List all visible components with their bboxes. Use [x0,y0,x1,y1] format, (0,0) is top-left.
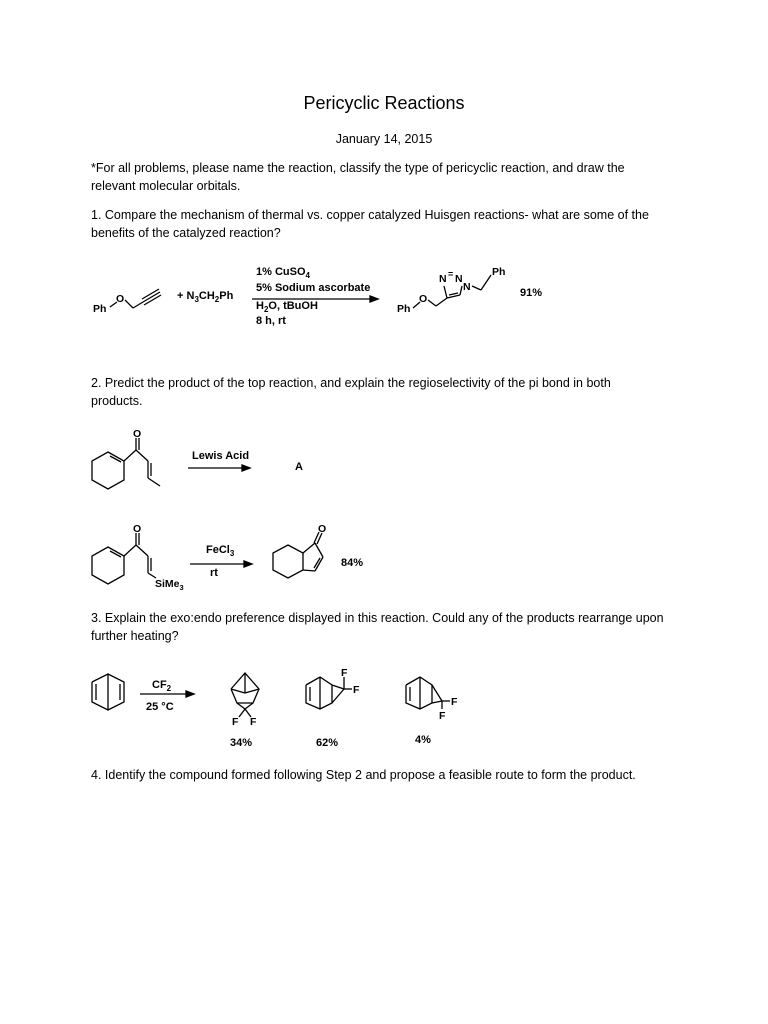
cyclopropane-bond [332,685,344,689]
cyclohexene-ring [92,452,124,489]
oxygen-label: O [116,293,125,305]
bond [245,703,253,709]
yield-q1: 91% [520,287,543,299]
subscript: 4 [305,271,310,281]
product-a-label: A [295,461,303,473]
bond [133,302,143,308]
condition-solvent [256,300,318,314]
question-4-line-1: 4. Identify the compound formed following Step 2 and propose a feasible route to form the product. [91,768,636,782]
reagent-lewis-acid: Lewis Acid [192,450,250,462]
date: January 14, 2015 [335,132,433,146]
subscript: 3 [194,295,199,305]
norbornadiene-structure [88,668,130,713]
cyclohexane-ring [273,545,303,578]
condition-temperature: 25 °C [146,701,174,713]
question-1-line-1: 1. Compare the mechanism of thermal vs. copper catalyzed Huisgen reactions- what are some of the [91,208,649,222]
double-bond-sign: = [448,269,454,279]
reaction-arrow [190,559,260,569]
reaction-arrow [140,689,202,699]
hydrindenone-product [270,525,340,585]
nitrogen-label: N [455,273,463,285]
oxygen-label: O [419,293,428,305]
bond [428,300,436,306]
bond [315,543,323,557]
reagent-text: CF [152,679,167,691]
arrow-head [370,296,378,302]
fluorine-label: F [232,716,239,728]
bond [136,450,148,461]
cyclopropane-bond [332,689,344,703]
bond [303,543,315,553]
question-2-line-2: products. [91,394,143,408]
ph-label: Ph [93,303,107,315]
reagent-text: FeCl [206,544,230,556]
ph-label: Ph [397,303,411,315]
page-title: Pericyclic Reactions [303,93,465,113]
fluorine-label: F [250,716,257,728]
condition-text: 1% CuSO [256,266,306,278]
product-caged-difluoride [225,665,270,728]
bond [237,703,245,709]
subscript: 2 [263,305,269,315]
subscript: 2 [214,295,220,305]
sime3-label [155,578,184,592]
nitrogen-label: N [463,281,471,293]
condition-cuso4 [256,266,310,280]
product-endo-cyclopropane [400,665,465,725]
reaction-arrow [188,463,258,473]
fluorine-label: F [353,684,360,696]
bond [124,545,136,556]
arrow-head [242,465,250,471]
condition-text: O, tBuOH [268,300,318,312]
fluorine-label: F [341,667,348,679]
instructions-line-1: *For all problems, please name the reaction, classify the type of pericyclic reaction, and draw the [91,161,625,175]
question-1-line-2: benefits of the catalyzed reaction? [91,226,281,240]
double-bond [449,293,458,295]
ph-label: Ph [492,266,506,278]
arrow-head [244,561,252,567]
bond [124,450,136,461]
subscript: 3 [229,549,235,559]
question-3-line-1: 3. Explain the exo:endo preference displayed in this reaction. Could any of the products rearrange upon [91,611,664,625]
question-3-line-2: further heating? [91,629,179,643]
bond [148,478,160,486]
condition-text: H [256,300,264,312]
yield-product-3: 4% [415,734,431,746]
yield-product-1: 34% [230,737,253,749]
reagent-text: CH [198,290,215,302]
cyclopropane-bond [432,685,442,701]
instructions-line-2: relevant molecular orbitals. [91,179,241,193]
fluorine-label: F [451,696,458,708]
enone-structure-top [88,430,168,495]
cyclopropane-bond [432,701,442,703]
oxygen-label: O [133,523,142,535]
sime3-text: SiMe [155,578,180,590]
silyl-enone-structure [88,525,198,595]
condition-rt: rt [210,567,218,579]
subscript: 3 [179,583,184,592]
condition-time: 8 h, rt [256,315,286,327]
c-f-bond [239,709,245,717]
triazole-product-structure [395,262,525,322]
propargyl-ether-structure [90,280,180,320]
yield-product-2: 62% [316,737,339,749]
reagent-text: Ph [219,290,234,302]
cyclohexene-ring [92,547,124,584]
subscript: 2 [166,684,172,694]
bond [481,275,491,290]
arrow-head [186,691,194,697]
bond [472,286,481,290]
bond [447,295,460,298]
bond [436,298,447,306]
product-exo-cyclopropane [300,665,365,715]
yield-q2: 84% [341,557,364,569]
fluorine-label: F [439,710,446,722]
question-2-line-1: 2. Predict the product of the top reaction, and explain the regioselectivity of the pi bond in both [91,376,611,390]
bond [303,570,315,571]
bond [444,286,447,298]
azide-reagent [177,290,233,304]
reagent-fecl3 [206,544,234,558]
bond [125,300,133,308]
oxygen-label: O [318,523,327,535]
bond [460,286,462,295]
nitrogen-label: N [439,273,447,285]
reagent-text: + N [177,290,195,302]
bond [136,545,148,556]
oxygen-label: O [133,428,142,440]
condition-ascorbate: 5% Sodium ascorbate [256,282,371,294]
